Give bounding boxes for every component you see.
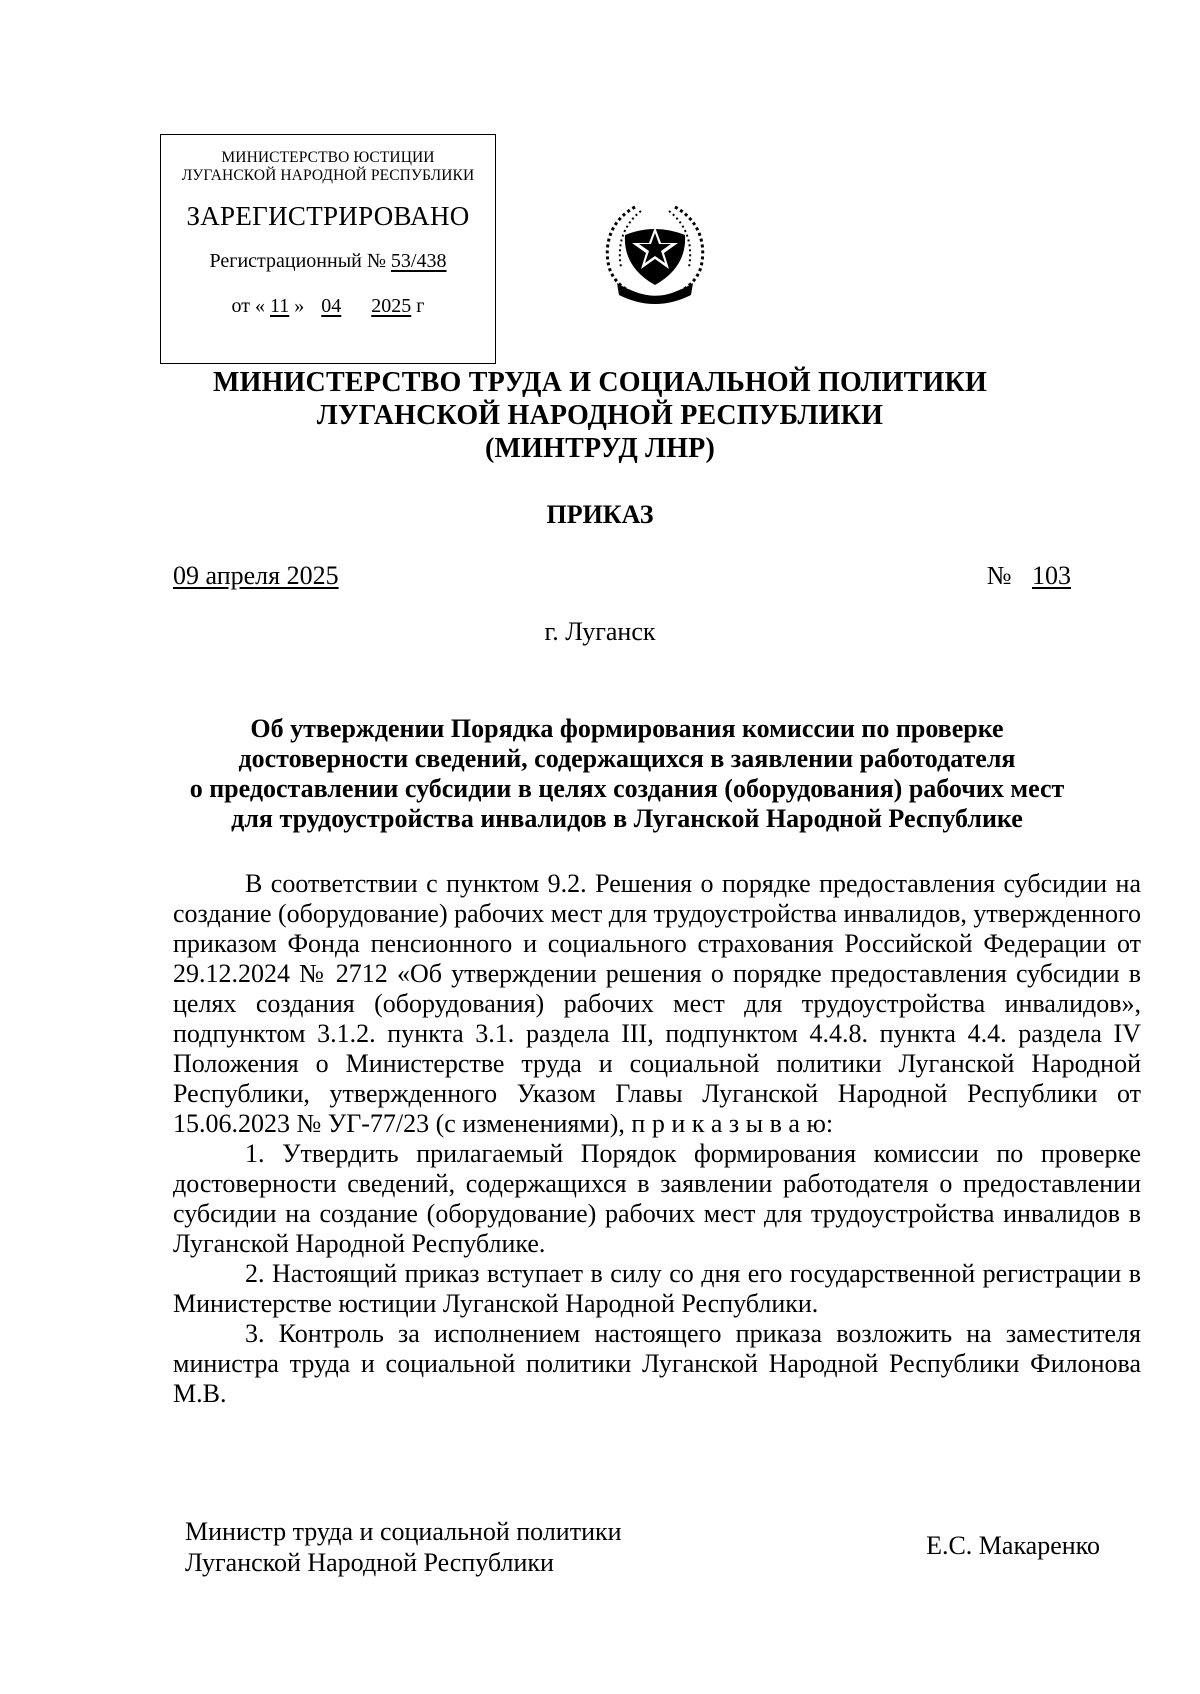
stamp-reg-number: 53/438 [390,250,447,272]
ministry-header-line1: МИНИСТЕРСТВО ТРУДА И СОЦИАЛЬНОЙ ПОЛИТИКИ [212,367,988,398]
document-title-line1: Об утверждении Порядка формирования комиссии по проверке [250,714,1004,743]
body-item-2: 2. Настоящий приказ вступает в силу со дня его государственной регистрации в Министерстве юстиции Луганской Народной Республики. [173,1259,1141,1318]
stamp-org-line2: ЛУГАНСКОЙ НАРОДНОЙ РЕСПУБЛИКИ [181,167,475,184]
document-title [170,714,1084,834]
document-type: ПРИКАЗ [546,500,654,529]
stamp-date-prefix: от « [231,295,265,317]
document-title-line2: достоверности сведений, содержащихся в заявлении работодателя [238,744,1016,773]
ministry-header-line3: (МИНТРУД ЛНР) [484,433,716,464]
stamp-registered: ЗАРЕГИСТРИРОВАНО [186,201,470,231]
stamp-date-line [161,295,495,318]
stamp-date-mid: » [294,295,305,317]
signature-position-line1: Министр труда и социальной политики [185,1517,622,1546]
stamp-year: 2025 [371,295,412,317]
state-emblem-icon [595,195,715,305]
stamp-reg-label: Регистрационный № [209,250,386,272]
registration-stamp [160,134,496,364]
signature-name: Е.С. Макаренко [926,1531,1100,1560]
stamp-organization [161,149,495,185]
stamp-year-suffix: г [416,295,425,317]
document-title-line3: о предоставлении субсидии в целях создания (оборудования) рабочих мест [189,774,1065,803]
body-item-1: 1. Утвердить прилагаемый Порядок формирования комиссии по проверке достоверности сведений, содержащихся в заявлении работодателя о предоставлении субсидии на создание (оборудование) рабочих мест для трудоустройства инвалидов в Луганской Народной Республике. [173,1139,1141,1258]
document-city: г. Луганск [544,617,656,646]
stamp-day: 11 [270,295,290,317]
document-number-line [987,561,1085,591]
stamp-org-line1: МИНИСТЕРСТВО ЮСТИЦИИ [221,149,435,166]
body-preamble: В соответствии с пунктом 9.2. Решения о порядке предоставления субсидии на создание (оборудование) рабочих мест для трудоустройства инвалидов, утвержденного приказом Фонда пенсионного и социального страхования Российской Федерации от 29.12.2024 № 2712 «Об утверждении решения о порядке предоставления субсидии в целях создания (оборудования) рабочих мест для трудоустройства инвалидов», подпунктом 3.1.2. пункта 3.1. раздела III, подпунктом 4.4.8. пункта 4.4. раздела IV Положения о Министерстве труда и социальной политики Луганской Народной Республики, утвержденного Указом Главы Луганской Народной Республики от 15.06.2023 № УГ-77/23 (с изменениями), п р и к а з ы в а ю: [173,869,1141,1138]
signature-position-line2: Луганской Народной Республики [185,1548,554,1577]
document-number-label: № [986,561,1012,590]
ministry-header [0,366,1200,465]
signature-position [185,1516,622,1578]
stamp-month: 04 [321,295,342,317]
document-number: 103 [1032,561,1071,590]
stamp-reg-number-line [161,250,495,273]
body-item-3: 3. Контроль за исполнением настоящего приказа возложить на заместителя министра труда и социальной политики Луганской Народной Республики Филонова М.В. [173,1319,1141,1408]
document-body [173,869,1141,1409]
document-title-line4: для трудоустройства инвалидов в Луганской Народной Республике [231,804,1023,833]
document-date: 09 апреля 2025 [173,561,339,590]
ministry-header-line2: ЛУГАНСКОЙ НАРОДНОЙ РЕСПУБЛИКИ [316,400,884,431]
